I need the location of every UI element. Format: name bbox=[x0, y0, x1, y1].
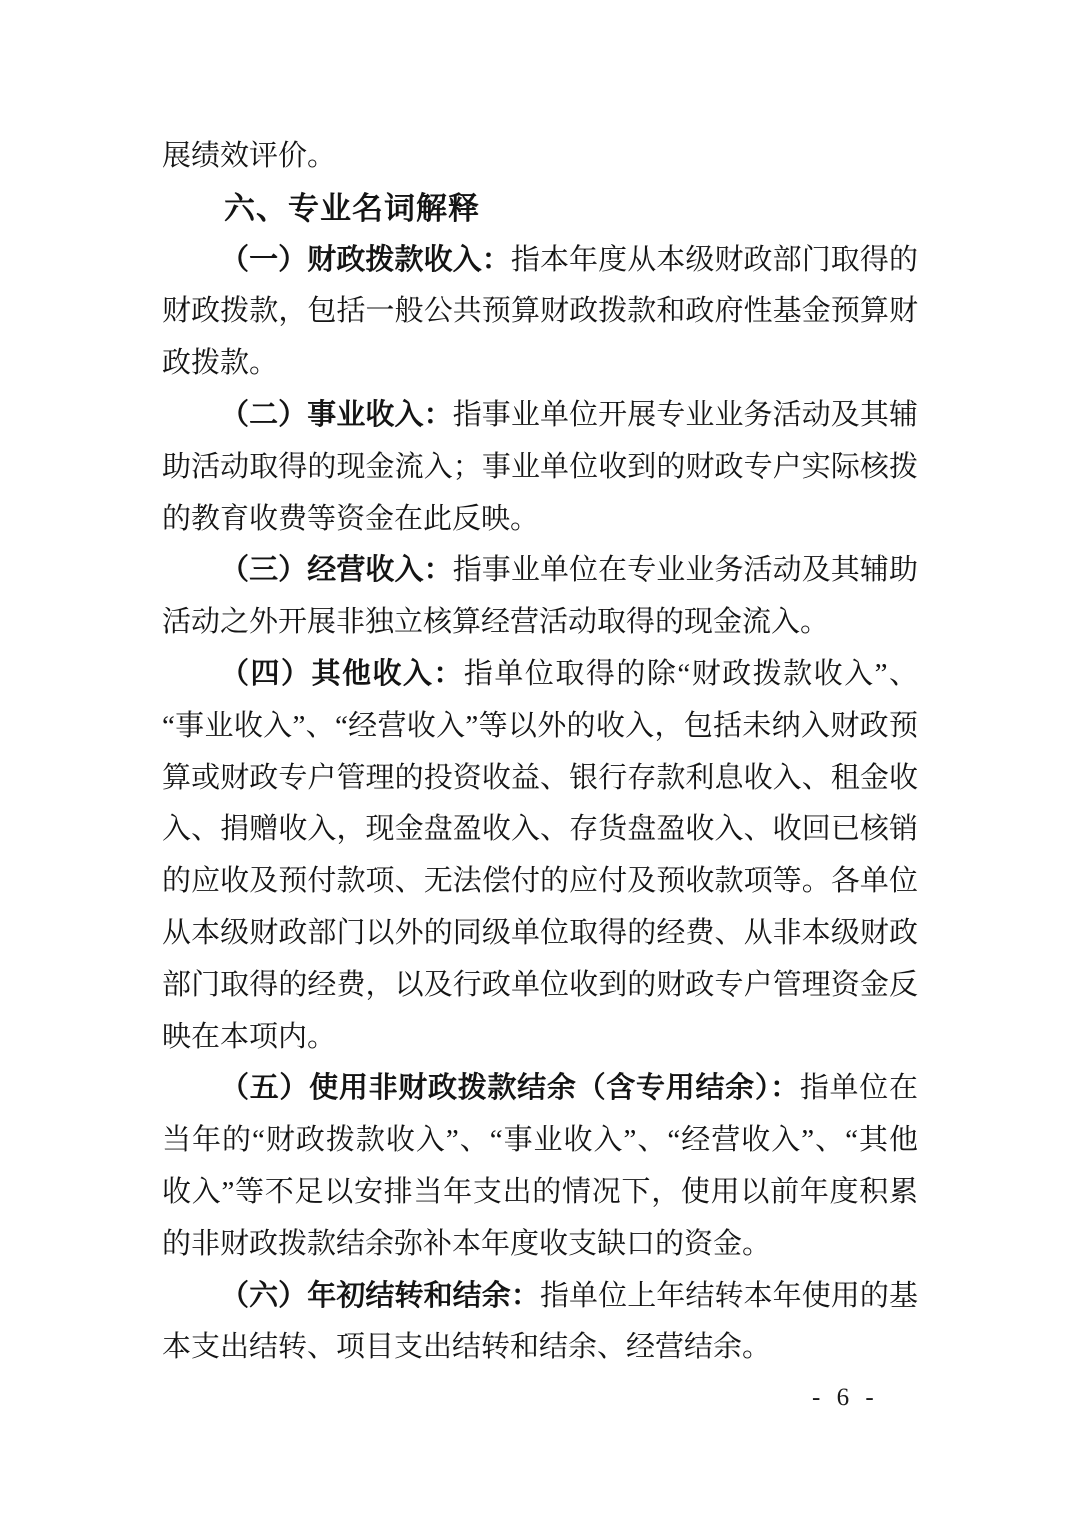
page-number: - 6 - bbox=[812, 1384, 879, 1411]
term-definition: 指事业单位在专业业务活动及其辅助活动之外开展非独立核算经营活动取得的现金流入。 bbox=[162, 554, 918, 639]
term-definition: 指单位取得的除“财政拨款收入”、“事业收入”、“经营收入”等以外的收入，包括未纳入财政预算或财政专户管理的投资收益、银行存款利息收入、租金收入、捐赠收入，现金盘盈收入、存货盘盈收入、收回已核销的应收及预付款项、无法偿付的应付及预收款项等。各单位从本级财政部门以外的同级单位取得的经费、从非本级财政部门取得的经费，以及行政单位收到的财政专户管理资金反映在本项内。 bbox=[162, 657, 918, 1053]
term-definition: 指本年度从本级财政部门取得的财政拨款，包括一般公共预算财政拨款和政府性基金预算财政拨款。 bbox=[162, 243, 918, 380]
term-label: （四）其他收入： bbox=[220, 657, 464, 690]
term-paragraph bbox=[162, 545, 918, 649]
term-paragraph bbox=[162, 235, 918, 390]
document-body bbox=[162, 131, 918, 1374]
term-paragraph bbox=[162, 1271, 918, 1375]
term-paragraph bbox=[162, 649, 918, 1063]
term-label: （二）事业收入： bbox=[220, 398, 453, 431]
term-definition: 指单位上年结转本年使用的基本支出结转、项目支出结转和结余、经营结余。 bbox=[162, 1279, 918, 1364]
section-heading: 六、专业名词解释 bbox=[224, 190, 480, 226]
term-label: （六）年初结转和结余： bbox=[220, 1279, 540, 1312]
term-label: （三）经营收入： bbox=[220, 554, 453, 587]
term-paragraph bbox=[162, 390, 918, 545]
intro-line: 展绩效评价。 bbox=[162, 140, 337, 172]
term-label: （五）使用非财政拨款结余（含专用结余）： bbox=[220, 1072, 800, 1105]
term-paragraph bbox=[162, 1063, 918, 1270]
term-label: （一）财政拨款收入： bbox=[220, 243, 511, 276]
term-definition: 指事业单位开展专业业务活动及其辅助活动取得的现金流入；事业单位收到的财政专户实际核拨的教育收费等资金在此反映。 bbox=[162, 398, 918, 535]
term-definition: 指单位在当年的“财政拨款收入”、“事业收入”、“经营收入”、“其他收入”等不足以安排当年支出的情况下，使用以前年度积累的非财政拨款结余弥补本年度收支缺口的资金。 bbox=[162, 1072, 918, 1260]
